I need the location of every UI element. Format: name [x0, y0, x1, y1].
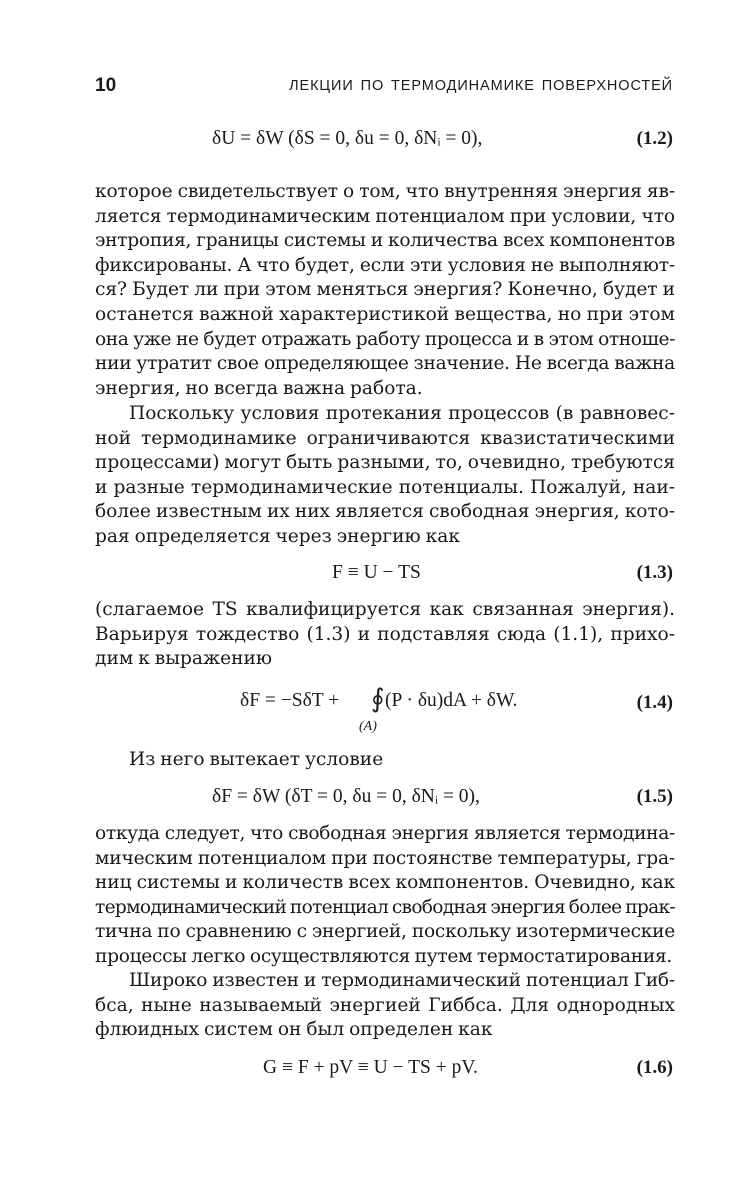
equation-number: (1.4) [636, 692, 673, 713]
paragraph-3 [95, 598, 675, 672]
text-line: мическим потенциалом при постоянстве температуры, гра- [95, 847, 675, 869]
running-header [95, 75, 675, 99]
text-line: фиксированы. А что будет, если эти условия не выполняют- [95, 254, 675, 276]
text-line: тична по сравнению с энергией, поскольку изотермические [95, 921, 675, 943]
running-title: ЛЕКЦИИ ПО ТЕРМОДИНАМИКЕ ПОВЕРХНОСТЕЙ [289, 78, 673, 94]
equation-formula-left: δF = −SδT + [240, 690, 340, 711]
equation-number: (1.2) [636, 128, 673, 149]
page-number: 10 [95, 75, 117, 96]
paragraph-1 [95, 180, 675, 401]
equation-1-4 [95, 684, 675, 740]
text-line: рая определяется через энергию как [95, 525, 460, 547]
text-line: флюидных систем он был определен как [95, 1019, 493, 1041]
text-line: Из него вытекает условие [129, 749, 384, 770]
text-line: которое свидетельствует о том, что внутренняя энергия яв- [95, 181, 675, 202]
text-line: энтропия, границы системы и количества всех компонентов [95, 230, 675, 252]
paragraph-4 [95, 748, 675, 773]
text-line: нии утратит свое определяющее значение. Не всегда важна [95, 353, 675, 375]
text-line: дим к выражению [95, 648, 273, 670]
paragraph-2 [95, 402, 675, 550]
equation-formula: δU = δW (δS = 0, δu = 0, δNᵢ = 0), [212, 128, 483, 149]
text-line: и разные термодинамические потенциалы. Пожалуй, наи- [95, 476, 675, 498]
text-line: термодинамический потенциал свободная энергия более прак- [95, 896, 675, 918]
text-line: ной термодинамике ограничиваются квазистатическими [95, 427, 675, 449]
text-line: процессами) могут быть разными, то, очевидно, требуются [95, 452, 675, 474]
equation-formula: G ≡ F + pV ≡ U − TS + pV. [263, 1057, 478, 1078]
paragraph-6 [95, 969, 675, 1043]
text-line: процессы легко осуществляются путем термостатирования. [95, 945, 673, 967]
equation-1-3 [95, 562, 675, 588]
equation-1-2 [95, 128, 675, 154]
equation-formula: δF = δW (δT = 0, δu = 0, δNᵢ = 0), [212, 786, 480, 807]
text-line: Варьируя тождество (1.3) и подставляя сюда (1.1), прихо- [95, 623, 675, 645]
equation-formula-right: (P · δu)dA + δW. [385, 690, 518, 711]
equation-number: (1.3) [636, 562, 673, 583]
equation-number: (1.5) [636, 786, 673, 807]
text-line: Широко известен и термодинамический потенциал Гиб- [129, 970, 675, 991]
paragraph-5 [95, 822, 675, 970]
contour-integral-sign: ∮ [371, 684, 385, 713]
text-line: (слагаемое TS квалифицируется как связанная энергия). [95, 599, 675, 620]
text-line: откуда следует, что свободная энергия является термодина- [95, 823, 675, 844]
text-line: энергия, но всегда важна работа. [95, 377, 423, 399]
text-line: бса, ныне называемый энергией Гиббса. Для однородных [95, 994, 675, 1016]
equation-1-5 [95, 786, 675, 812]
text-line: ляется термодинамическим потенциалом при условии, что [95, 205, 675, 227]
text-line: Поскольку условия протекания процессов (в равновес- [129, 403, 675, 424]
equation-1-6 [95, 1057, 675, 1083]
integral-subscript: (A) [359, 719, 377, 734]
text-line: ниц системы и количеств всех компонентов. Очевидно, как [95, 872, 675, 894]
equation-formula: F ≡ U − TS [332, 562, 421, 583]
text-line: останется важной характеристикой вещества, но при этом [95, 303, 675, 325]
text-line: более известным их них является свободная энергия, кото- [95, 501, 675, 523]
equation-number: (1.6) [636, 1057, 673, 1078]
text-line: ся? Будет ли при этом меняться энергия? Конечно, будет и [95, 279, 675, 301]
text-line: она уже не будет отражать работу процесса и в этом отноше- [95, 328, 675, 350]
